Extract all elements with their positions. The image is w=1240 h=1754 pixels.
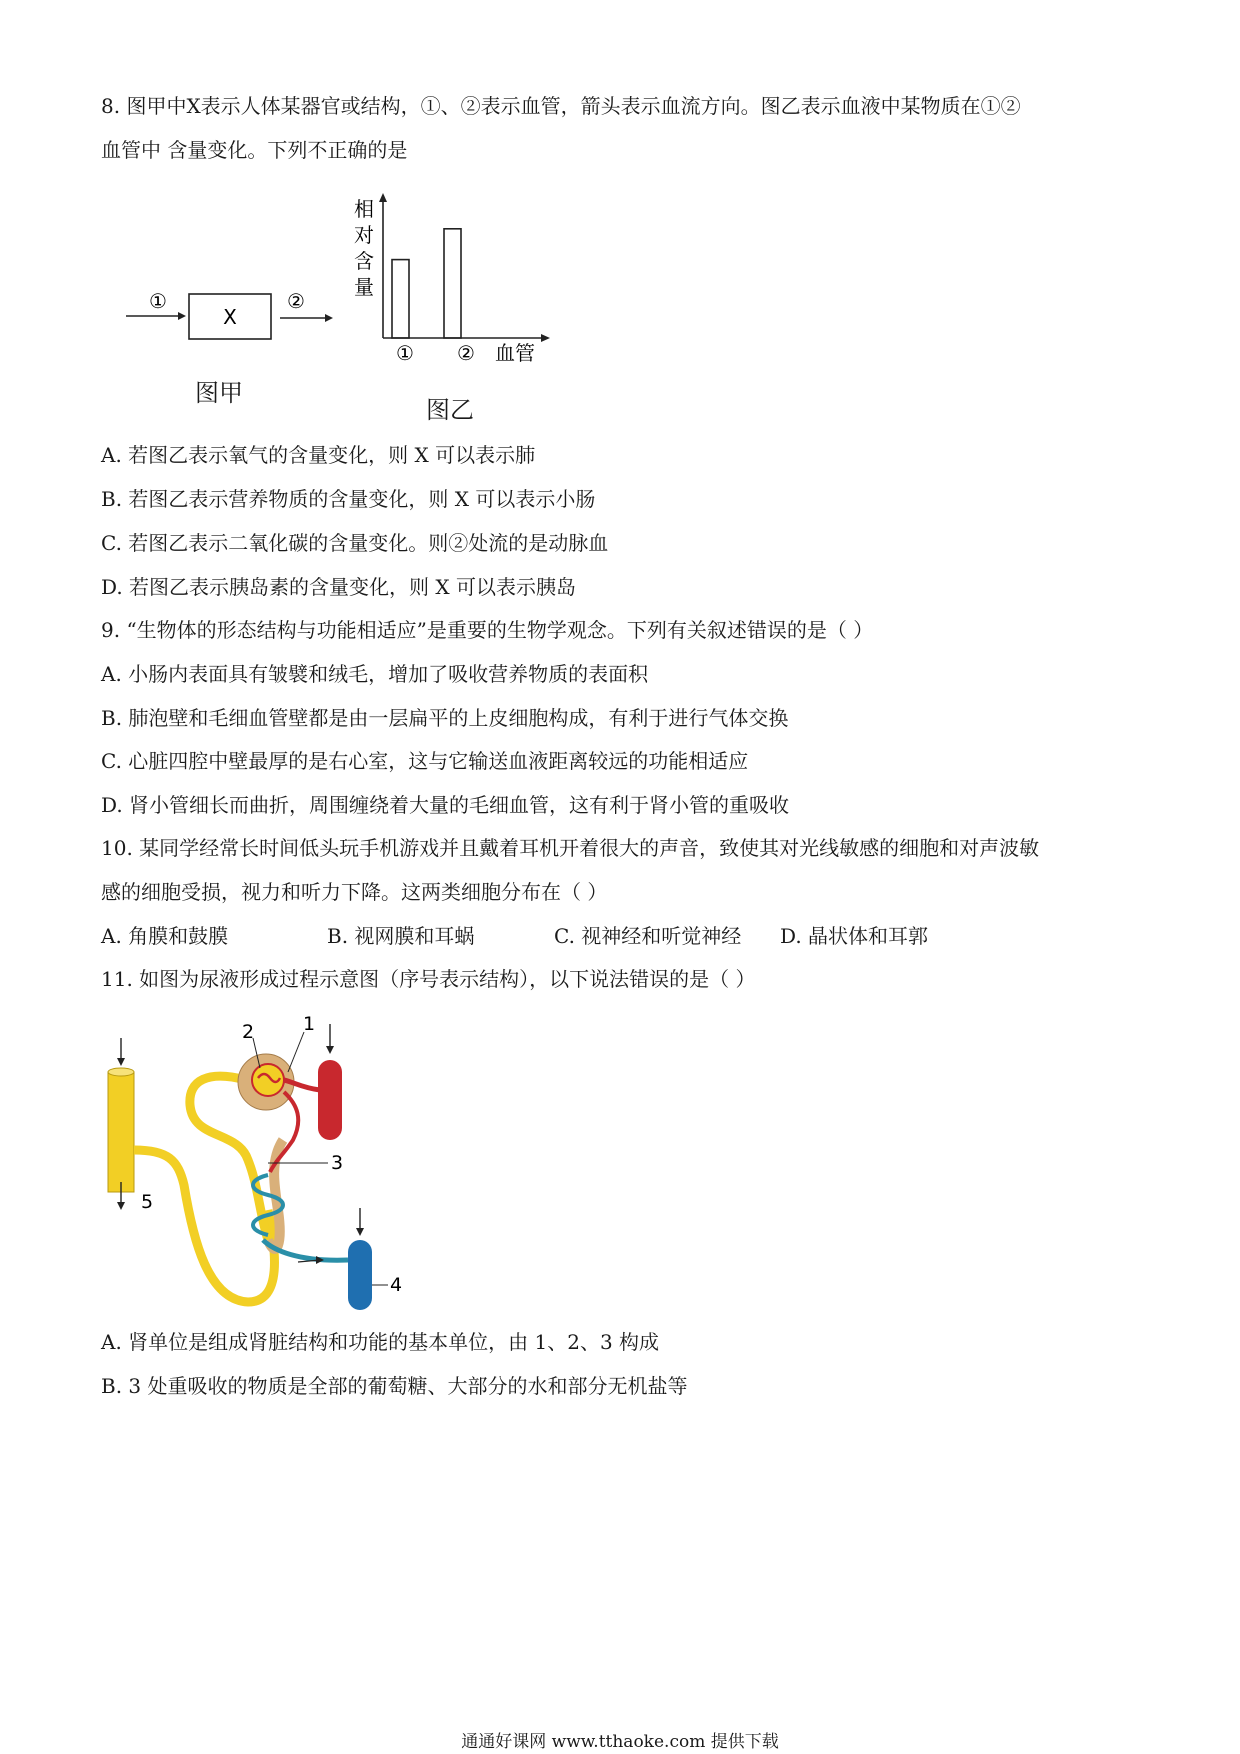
nephron-diagram	[98, 1010, 418, 1315]
q10-option-c: C. 视神经和听觉神经	[554, 924, 742, 948]
q11-stem: 11. 如图为尿液形成过程示意图（序号表示结构），以下说法错误的是（ ）	[101, 967, 756, 991]
yi-ylabel-char-3: 含	[354, 249, 374, 273]
q11-option-b: B. 3 处重吸收的物质是全部的葡萄糖、大部分的水和部分无机盐等	[101, 1374, 688, 1398]
figure-yi-chart	[350, 190, 560, 370]
vein-in-arrowhead	[356, 1228, 364, 1236]
label-4: 4	[390, 1274, 403, 1296]
q9-option-b: B. 肺泡壁和毛细血管壁都是由一层扁平的上皮细胞构成，有利于进行气体交换	[101, 706, 789, 730]
leader-1	[288, 1032, 304, 1072]
label-1: 1	[303, 1013, 316, 1035]
q9-option-c: C. 心脏四腔中壁最厚的是右心室，这与它输送血液距离较远的功能相适应	[101, 749, 749, 773]
q8-option-c: C. 若图乙表示二氧化碳的含量变化。则②处流的是动脉血	[101, 531, 609, 555]
label-3: 3	[331, 1152, 344, 1174]
q8-option-d: D. 若图乙表示胰岛素的含量变化，则 X 可以表示胰岛	[101, 575, 576, 599]
duct-out-arrowhead	[117, 1202, 125, 1210]
figure-jia	[120, 280, 350, 360]
collecting-duct	[108, 1072, 134, 1192]
q10-option-d: D. 晶状体和耳郭	[780, 924, 929, 948]
jia-out-label: ②	[287, 289, 305, 313]
yi-tick-2: ②	[457, 341, 475, 365]
artery-in-arrowhead	[326, 1046, 334, 1054]
yi-bar-2	[444, 229, 461, 338]
q8-stem-line2: 血管中 含量变化。下列不正确的是	[101, 138, 408, 162]
renal-artery	[318, 1060, 342, 1140]
yi-tick-1: ①	[396, 341, 414, 365]
renal-vein	[348, 1240, 372, 1310]
q9-stem: 9. “生物体的形态结构与功能相适应”是重要的生物学观念。下列有关叙述错误的是（ ）	[101, 618, 874, 642]
q10-stem-line1: 10. 某同学经常长时间低头玩手机游戏并且戴着耳机开着很大的声音，致使其对光线敏感的细胞和对声波敏	[101, 836, 1040, 860]
yi-bar-1	[392, 260, 409, 338]
q9-option-d: D. 肾小管细长而曲折，周围缠绕着大量的毛细血管，这有利于肾小管的重吸收	[101, 793, 790, 817]
yi-y-arrowhead	[379, 193, 387, 202]
jia-in-arrowhead	[178, 312, 186, 320]
q8-stem-line1: 8. 图甲中X表示人体某器官或结构，①、②表示血管，箭头表示血流方向。图乙表示血液中某物质在①②	[101, 94, 1021, 118]
duct-in-arrowhead	[117, 1058, 125, 1066]
yi-ylabel-char-1: 相	[354, 197, 374, 221]
collecting-duct-top	[108, 1068, 134, 1076]
q11-option-a: A. 肾单位是组成肾脏结构和功能的基本单位，由 1、2、3 构成	[101, 1330, 660, 1354]
jia-in-label: ①	[149, 289, 167, 313]
yi-ylabel-char-4: 量	[354, 275, 374, 299]
yi-ylabel-char-2: 对	[354, 223, 374, 247]
q9-option-a: A. 小肠内表面具有皱襞和绒毛，增加了吸收营养物质的表面积	[101, 662, 649, 686]
label-2: 2	[242, 1021, 255, 1043]
q10-stem-line2: 感的细胞受损，视力和听力下降。这两类细胞分布在（ ）	[101, 880, 608, 904]
q8-option-a: A. 若图乙表示氧气的含量变化，则 X 可以表示肺	[101, 443, 536, 467]
q10-option-b: B. 视网膜和耳蜗	[327, 924, 475, 948]
jia-x-label: X	[223, 305, 237, 329]
yi-xlabel: 血管	[495, 341, 535, 365]
label-5: 5	[141, 1191, 154, 1213]
yi-x-arrowhead	[541, 334, 550, 342]
q8-option-b: B. 若图乙表示营养物质的含量变化，则 X 可以表示小肠	[101, 487, 596, 511]
yi-caption: 图乙	[426, 396, 474, 424]
page-footer: 通通好课网 www.tthaoke.com 提供下载	[461, 1732, 779, 1752]
q10-option-a: A. 角膜和鼓膜	[101, 924, 229, 948]
jia-out-arrowhead	[325, 314, 333, 322]
jia-caption: 图甲	[195, 379, 243, 407]
